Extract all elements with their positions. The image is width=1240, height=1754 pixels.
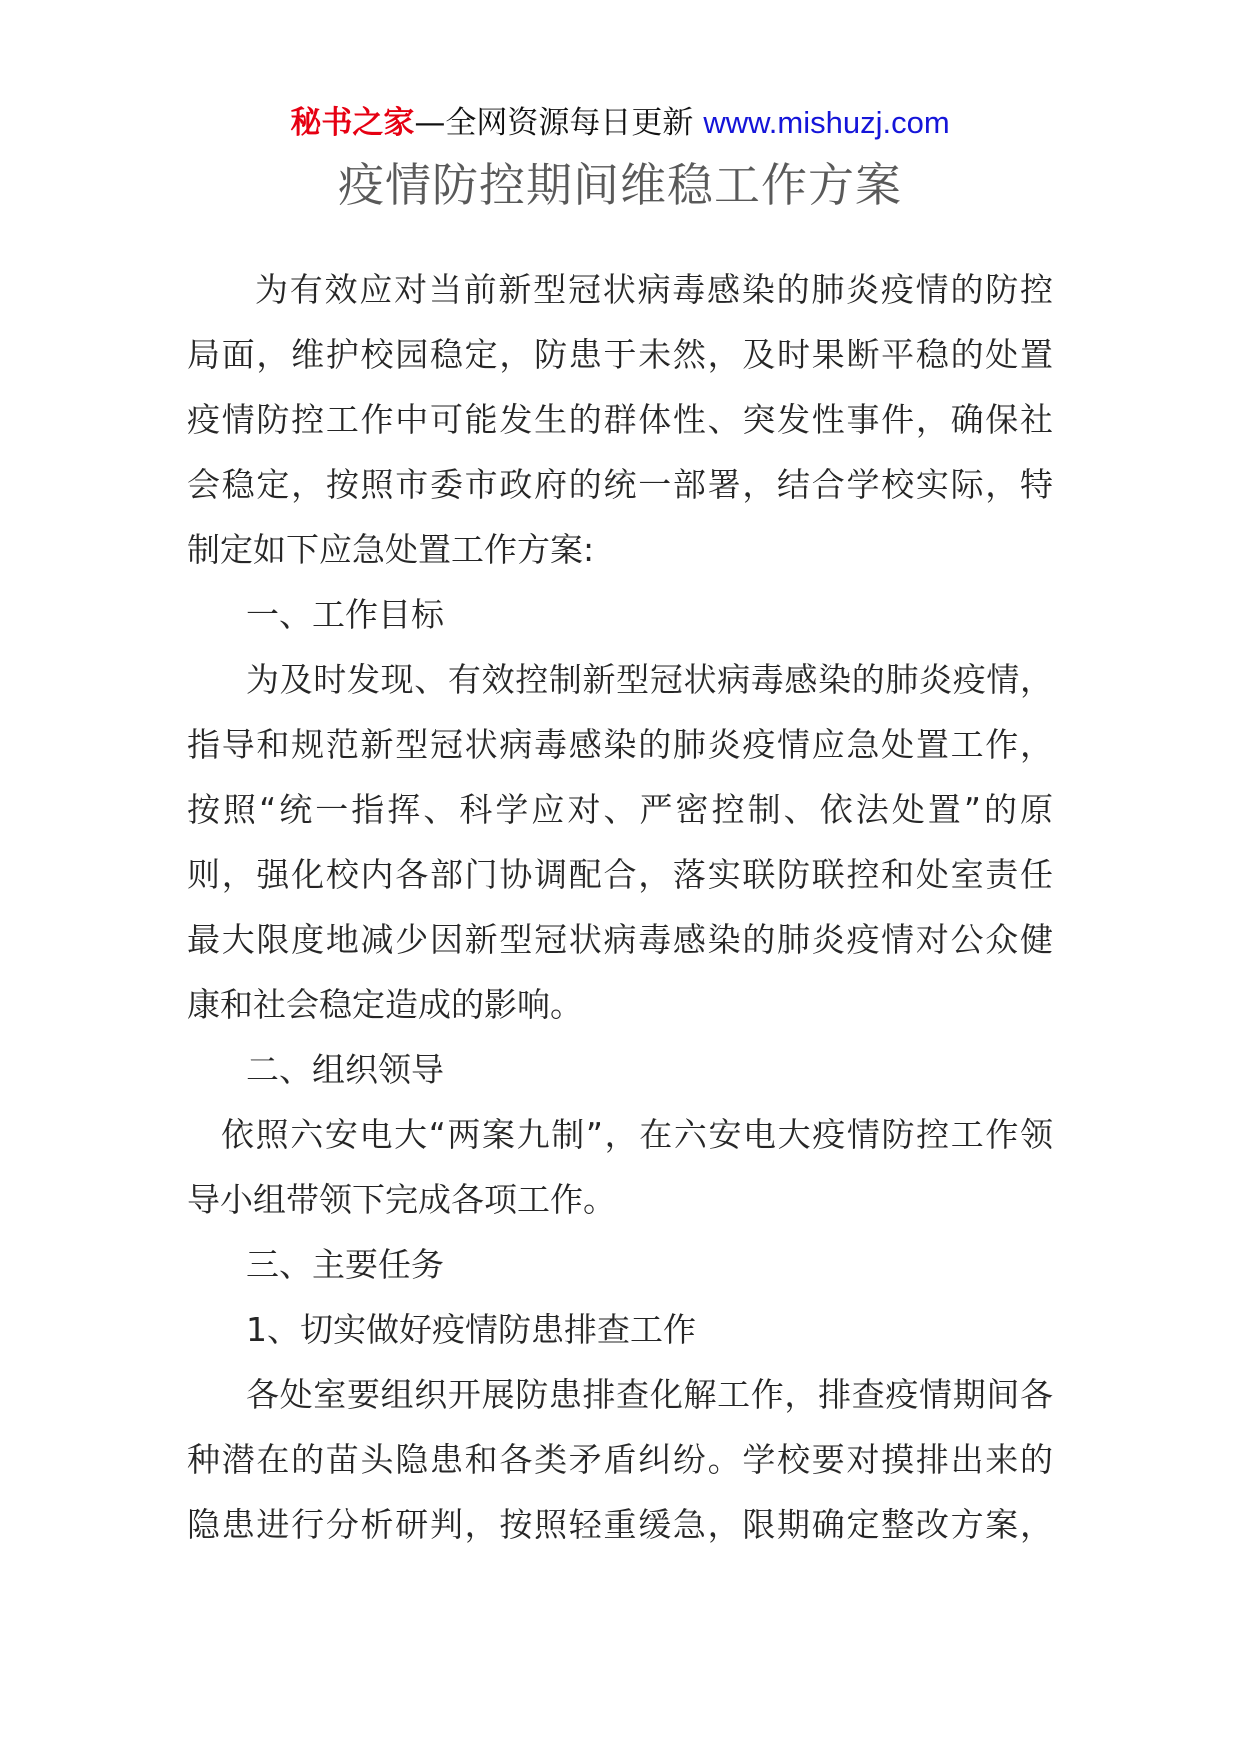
- section-heading-leadership: [187, 1037, 1053, 1102]
- text-line: 指导和规范新型冠状病毒感染的肺炎疫情应急处置工作，: [187, 725, 1053, 764]
- section-heading: 二、组织领导: [246, 1050, 444, 1089]
- text-line: 最大限度地减少因新型冠状病毒感染的肺炎疫情对公众健: [187, 920, 1053, 959]
- intro-paragraph: [187, 257, 1053, 582]
- text-line: 导小组带领下完成各项工作。: [187, 1180, 616, 1219]
- leadership-paragraph: [187, 1102, 1053, 1232]
- site-url-link[interactable]: www.mishuzj.com: [703, 105, 950, 140]
- site-header: [0, 103, 1240, 143]
- text-line: 按照“统一指挥、科学应对、严密控制、依法处置”的原: [187, 790, 1053, 829]
- text-line: 依照六安电大“两案九制”，在六安电大疫情防控工作领: [221, 1115, 1053, 1154]
- text-line: 为有效应对当前新型冠状病毒感染的肺炎疫情的防控: [255, 270, 1053, 309]
- document-body: [187, 257, 1053, 1557]
- text-line: 疫情防控工作中可能发生的群体性、突发性事件，确保社: [187, 400, 1053, 439]
- text-line: 局面，维护校园稳定，防患于未然，及时果断平稳的处置: [187, 335, 1053, 374]
- document-title: 疫情防控期间维稳工作方案: [338, 158, 902, 212]
- goals-paragraph: [187, 647, 1053, 1037]
- section-heading: 三、主要任务: [246, 1245, 444, 1284]
- text-line: 康和社会稳定造成的影响。: [187, 985, 583, 1024]
- text-line: 种潜在的苗头隐患和各类矛盾纠纷。学校要对摸排出来的: [187, 1440, 1053, 1479]
- subsection-heading-screening: [187, 1297, 1053, 1362]
- screening-paragraph: [187, 1362, 1053, 1557]
- text-line: 各处室要组织开展防患排查化解工作，排查疫情期间各: [246, 1375, 1053, 1414]
- site-brand: 秘书之家: [290, 105, 415, 141]
- text-line: 则，强化校内各部门协调配合，落实联防联控和处室责任: [187, 855, 1053, 894]
- section-heading-goals: [187, 582, 1053, 647]
- section-heading: 一、工作目标: [246, 595, 444, 634]
- section-heading-tasks: [187, 1232, 1053, 1297]
- site-tagline: —全网资源每日更新: [414, 105, 694, 141]
- text-line: 为及时发现、有效控制新型冠状病毒感染的肺炎疫情，: [246, 660, 1053, 699]
- text-line: 会稳定，按照市委市政府的统一部署，结合学校实际，特: [187, 465, 1053, 504]
- text-line: 隐患进行分析研判，按照轻重缓急，限期确定整改方案，: [187, 1505, 1053, 1544]
- text-line: 制定如下应急处置工作方案:: [187, 530, 595, 569]
- subsection-heading: 1、切实做好疫情防患排查工作: [246, 1310, 696, 1349]
